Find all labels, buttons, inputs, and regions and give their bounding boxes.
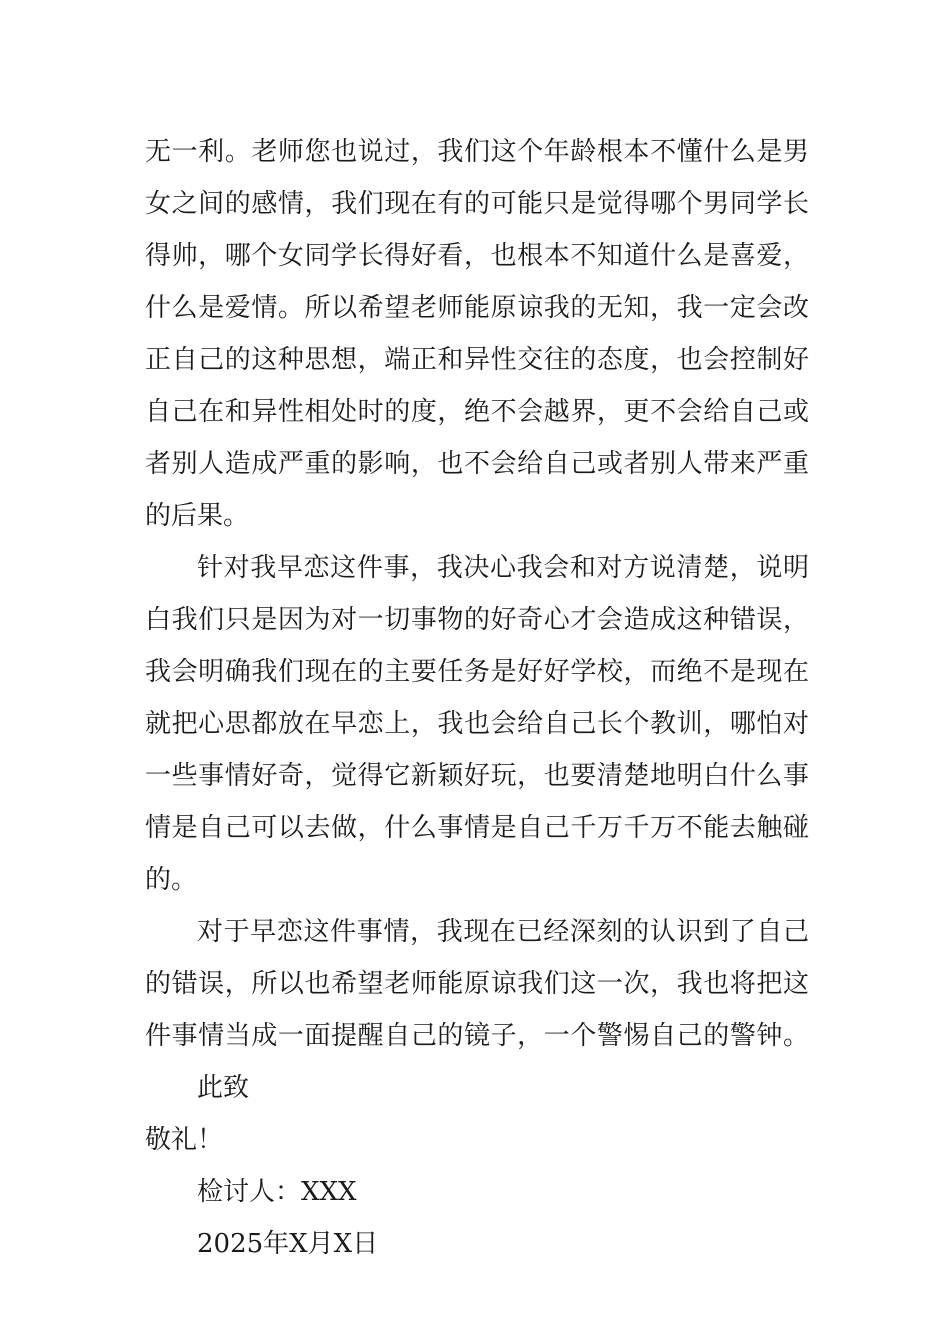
text-line: 自己在和异性相处时的度，绝不会越界，更不会给自己或 [145,397,809,427]
date: 2025年X月X日 [197,1229,379,1259]
paragraph-1 [145,126,809,542]
text-line: 我会明确我们现在的主要任务是好好学校，而绝不是现在 [145,657,809,687]
signature: 检讨人：XXX [197,1177,357,1207]
letter-body [145,126,809,1270]
text-line: 就把心思都放在早恋上，我也会给自己长个教训，哪怕对 [145,709,809,739]
text-line: 女之间的感情，我们现在有的可能只是觉得哪个男同学长 [145,189,809,219]
text-line: 的。 [145,865,198,895]
closing-phrase: 此致 [197,1073,250,1103]
text-line: 一些事情好奇，觉得它新颖好玩，也要清楚地明白什么事 [145,761,809,791]
text-line: 得帅，哪个女同学长得好看，也根本不知道什么是喜爱， [145,241,809,271]
text-line: 白我们只是因为对一切事物的好奇心才会造成这种错误， [145,605,809,635]
text-line: 什么是爱情。所以希望老师能原谅我的无知，我一定会改 [145,293,809,323]
text-line: 者别人造成严重的影响，也不会给自己或者别人带来严重 [145,449,809,479]
paragraph-3 [145,906,809,1062]
text-line: 的后果。 [145,501,250,531]
text-line: 针对我早恋这件事，我决心我会和对方说清楚，说明 [197,553,809,583]
text-line: 件事情当成一面提醒自己的镜子，一个警惕自己的警钟。 [145,1021,809,1051]
salutation: 敬礼！ [145,1125,224,1155]
text-line: 正自己的这种思想，端正和异性交往的态度，也会控制好 [145,345,809,375]
text-line: 的错误，所以也希望老师能原谅我们这一次，我也将把这 [145,969,809,999]
text-line: 无一利。老师您也说过，我们这个年龄根本不懂什么是男 [145,137,809,167]
paragraph-2 [145,542,809,906]
text-line: 情是自己可以去做，什么事情是自己千万千万不能去触碰 [145,813,809,843]
text-line: 对于早恋这件事情，我现在已经深刻的认识到了自己 [197,917,809,947]
